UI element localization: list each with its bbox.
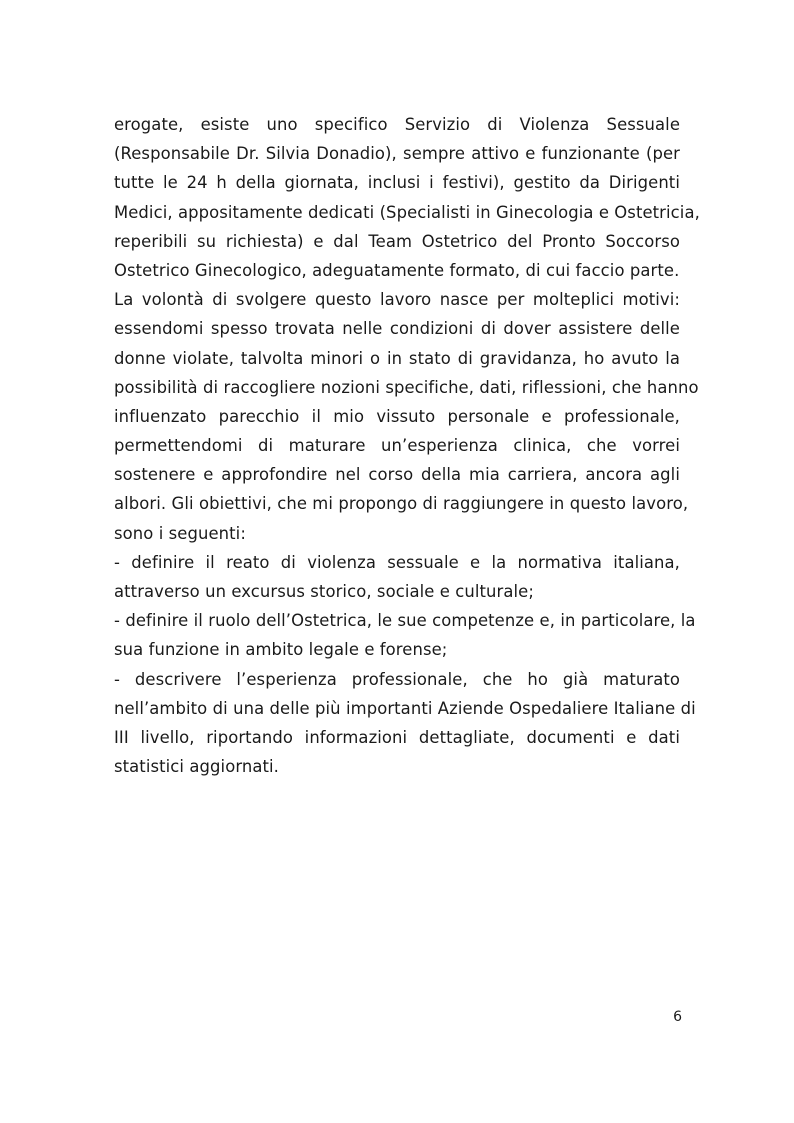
text-line: III livello, riportando informazioni dettagliate, documenti e dati xyxy=(114,727,680,747)
text-line: possibilità di raccogliere nozioni specifiche, dati, riflessioni, che hanno xyxy=(114,377,699,397)
text-line: sostenere e approfondire nel corso della mia carriera, ancora agli xyxy=(114,465,680,485)
text-line: statistici aggiornati. xyxy=(114,757,279,777)
text-line: nell’ambito di una delle più importanti Aziende Ospedaliere Italiane di xyxy=(114,698,696,718)
text-line: tutte le 24 h della giornata, inclusi i festivi), gestito da Dirigenti xyxy=(114,173,680,193)
text-line: - definire il reato di violenza sessuale e la normativa italiana, xyxy=(114,552,680,572)
text-line: essendomi spesso trovata nelle condizioni di dover assistere delle xyxy=(114,319,680,339)
text-line: La volontà di svolgere questo lavoro nasce per molteplici motivi: xyxy=(114,290,680,310)
page-number: 6 xyxy=(673,1009,682,1025)
text-line: - definire il ruolo dell’Ostetrica, le sue competenze e, in particolare, la xyxy=(114,611,696,631)
text-line: (Responsabile Dr. Silvia Donadio), sempre attivo e funzionante (per xyxy=(114,144,680,164)
text-line: donne violate, talvolta minori o in stato di gravidanza, ho avuto la xyxy=(114,348,680,368)
text-line: permettendomi di maturare un’esperienza clinica, che vorrei xyxy=(114,436,680,456)
text-line: Ostetrico Ginecologico, adeguatamente formato, di cui faccio parte. xyxy=(114,260,680,280)
text-line: - descrivere l’esperienza professionale, che ho già maturato xyxy=(114,669,680,689)
text-line: influenzato parecchio il mio vissuto personale e professionale, xyxy=(114,406,680,426)
text-line: attraverso un excursus storico, sociale e culturale; xyxy=(114,582,534,601)
text-line: Medici, appositamente dedicati (Specialisti in Ginecologia e Ostetricia, xyxy=(114,202,700,222)
text-line: erogate, esiste uno specifico Servizio di Violenza Sessuale xyxy=(114,115,680,134)
body-text xyxy=(114,110,700,781)
text-line: sua funzione in ambito legale e forense; xyxy=(114,640,448,660)
text-line: sono i seguenti: xyxy=(114,523,246,543)
text-line: reperibili su richiesta) e dal Team Ostetrico del Pronto Soccorso xyxy=(114,231,680,251)
text-line: albori. Gli obiettivi, che mi propongo di raggiungere in questo lavoro, xyxy=(114,494,689,514)
